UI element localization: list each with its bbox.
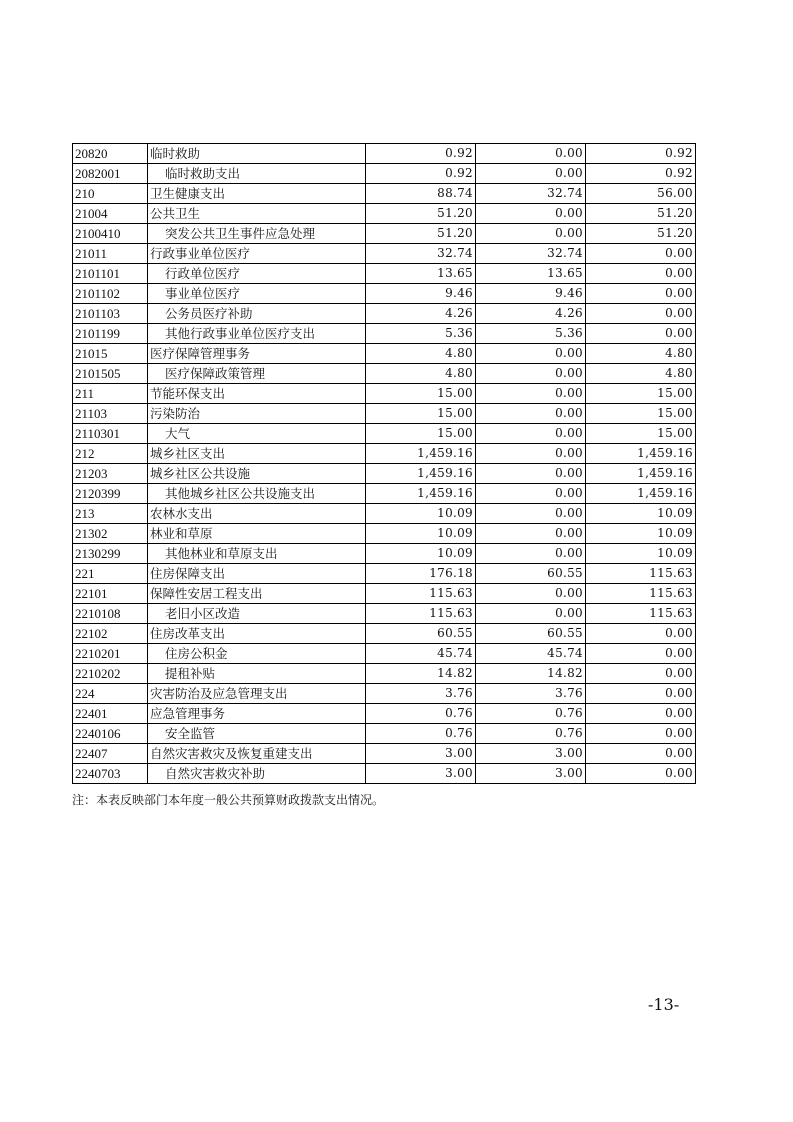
basic-expenditure-cell: 0.00 bbox=[476, 584, 586, 604]
basic-expenditure-cell: 0.00 bbox=[476, 364, 586, 384]
account-code-cell: 2210202 bbox=[73, 664, 148, 684]
project-expenditure-cell: 51.20 bbox=[586, 204, 696, 224]
account-code-cell: 20820 bbox=[73, 144, 148, 164]
account-name-cell: 灾害防治及应急管理支出 bbox=[148, 684, 366, 704]
account-name-cell: 自然灾害救灾及恢复重建支出 bbox=[148, 744, 366, 764]
account-name-cell: 城乡社区公共设施 bbox=[148, 464, 366, 484]
account-name-cell: 住房改革支出 bbox=[148, 624, 366, 644]
account-name-cell: 应急管理事务 bbox=[148, 704, 366, 724]
account-code-cell: 2101505 bbox=[73, 364, 148, 384]
total-amount-cell: 0.76 bbox=[366, 704, 476, 724]
account-name-cell: 住房保障支出 bbox=[148, 564, 366, 584]
account-code-cell: 224 bbox=[73, 684, 148, 704]
total-amount-cell: 5.36 bbox=[366, 324, 476, 344]
table-row bbox=[73, 684, 696, 704]
table-row bbox=[73, 384, 696, 404]
account-code-cell: 2100410 bbox=[73, 224, 148, 244]
table-row bbox=[73, 224, 696, 244]
account-code-cell: 2082001 bbox=[73, 164, 148, 184]
project-expenditure-cell: 0.00 bbox=[586, 744, 696, 764]
account-name-cell: 临时救助 bbox=[148, 144, 366, 164]
total-amount-cell: 1,459.16 bbox=[366, 484, 476, 504]
account-code-cell: 22101 bbox=[73, 584, 148, 604]
basic-expenditure-cell: 60.55 bbox=[476, 564, 586, 584]
basic-expenditure-cell: 32.74 bbox=[476, 244, 586, 264]
basic-expenditure-cell: 45.74 bbox=[476, 644, 586, 664]
basic-expenditure-cell: 0.00 bbox=[476, 224, 586, 244]
total-amount-cell: 60.55 bbox=[366, 624, 476, 644]
project-expenditure-cell: 0.00 bbox=[586, 624, 696, 644]
total-amount-cell: 115.63 bbox=[366, 604, 476, 624]
total-amount-cell: 176.18 bbox=[366, 564, 476, 584]
project-expenditure-cell: 115.63 bbox=[586, 604, 696, 624]
account-name-cell: 行政单位医疗 bbox=[148, 264, 366, 284]
basic-expenditure-cell: 0.00 bbox=[476, 604, 586, 624]
total-amount-cell: 0.92 bbox=[366, 164, 476, 184]
total-amount-cell: 10.09 bbox=[366, 504, 476, 524]
account-name-cell: 老旧小区改造 bbox=[148, 604, 366, 624]
total-amount-cell: 1,459.16 bbox=[366, 444, 476, 464]
account-code-cell: 221 bbox=[73, 564, 148, 584]
project-expenditure-cell: 0.00 bbox=[586, 704, 696, 724]
basic-expenditure-cell: 0.00 bbox=[476, 524, 586, 544]
basic-expenditure-cell: 0.00 bbox=[476, 444, 586, 464]
table-row bbox=[73, 704, 696, 724]
basic-expenditure-cell: 0.00 bbox=[476, 384, 586, 404]
project-expenditure-cell: 0.00 bbox=[586, 684, 696, 704]
project-expenditure-cell: 0.00 bbox=[586, 664, 696, 684]
account-name-cell: 保障性安居工程支出 bbox=[148, 584, 366, 604]
table-row bbox=[73, 644, 696, 664]
basic-expenditure-cell: 3.00 bbox=[476, 744, 586, 764]
account-code-cell: 212 bbox=[73, 444, 148, 464]
account-name-cell: 临时救助支出 bbox=[148, 164, 366, 184]
total-amount-cell: 32.74 bbox=[366, 244, 476, 264]
project-expenditure-cell: 0.00 bbox=[586, 724, 696, 744]
table-row bbox=[73, 524, 696, 544]
project-expenditure-cell: 115.63 bbox=[586, 564, 696, 584]
basic-expenditure-cell: 0.00 bbox=[476, 144, 586, 164]
total-amount-cell: 14.82 bbox=[366, 664, 476, 684]
total-amount-cell: 1,459.16 bbox=[366, 464, 476, 484]
account-name-cell: 医疗保障政策管理 bbox=[148, 364, 366, 384]
account-code-cell: 210 bbox=[73, 184, 148, 204]
basic-expenditure-cell: 5.36 bbox=[476, 324, 586, 344]
project-expenditure-cell: 0.00 bbox=[586, 284, 696, 304]
total-amount-cell: 0.92 bbox=[366, 144, 476, 164]
account-code-cell: 2120399 bbox=[73, 484, 148, 504]
account-code-cell: 22407 bbox=[73, 744, 148, 764]
project-expenditure-cell: 0.92 bbox=[586, 164, 696, 184]
project-expenditure-cell: 15.00 bbox=[586, 424, 696, 444]
project-expenditure-cell: 115.63 bbox=[586, 584, 696, 604]
basic-expenditure-cell: 32.74 bbox=[476, 184, 586, 204]
account-code-cell: 21015 bbox=[73, 344, 148, 364]
basic-expenditure-cell: 3.00 bbox=[476, 764, 586, 784]
table-row bbox=[73, 584, 696, 604]
table-row bbox=[73, 744, 696, 764]
project-expenditure-cell: 15.00 bbox=[586, 384, 696, 404]
account-code-cell: 21011 bbox=[73, 244, 148, 264]
account-code-cell: 21004 bbox=[73, 204, 148, 224]
basic-expenditure-cell: 0.00 bbox=[476, 544, 586, 564]
total-amount-cell: 51.20 bbox=[366, 204, 476, 224]
project-expenditure-cell: 51.20 bbox=[586, 224, 696, 244]
table-row bbox=[73, 624, 696, 644]
total-amount-cell: 15.00 bbox=[366, 384, 476, 404]
project-expenditure-cell: 0.00 bbox=[586, 244, 696, 264]
project-expenditure-cell: 0.00 bbox=[586, 644, 696, 664]
account-name-cell: 行政事业单位医疗 bbox=[148, 244, 366, 264]
total-amount-cell: 9.46 bbox=[366, 284, 476, 304]
account-name-cell: 林业和草原 bbox=[148, 524, 366, 544]
account-code-cell: 211 bbox=[73, 384, 148, 404]
project-expenditure-cell: 0.00 bbox=[586, 304, 696, 324]
project-expenditure-cell: 4.80 bbox=[586, 344, 696, 364]
project-expenditure-cell: 0.00 bbox=[586, 324, 696, 344]
account-code-cell: 2240703 bbox=[73, 764, 148, 784]
basic-expenditure-cell: 0.00 bbox=[476, 164, 586, 184]
table-row bbox=[73, 184, 696, 204]
table-row bbox=[73, 484, 696, 504]
total-amount-cell: 88.74 bbox=[366, 184, 476, 204]
account-code-cell: 2210201 bbox=[73, 644, 148, 664]
table-row bbox=[73, 504, 696, 524]
account-name-cell: 突发公共卫生事件应急处理 bbox=[148, 224, 366, 244]
account-name-cell: 卫生健康支出 bbox=[148, 184, 366, 204]
project-expenditure-cell: 10.09 bbox=[586, 544, 696, 564]
project-expenditure-cell: 0.00 bbox=[586, 264, 696, 284]
account-name-cell: 自然灾害救灾补助 bbox=[148, 764, 366, 784]
total-amount-cell: 45.74 bbox=[366, 644, 476, 664]
basic-expenditure-cell: 9.46 bbox=[476, 284, 586, 304]
account-name-cell: 公共卫生 bbox=[148, 204, 366, 224]
total-amount-cell: 51.20 bbox=[366, 224, 476, 244]
project-expenditure-cell: 10.09 bbox=[586, 504, 696, 524]
account-name-cell: 节能环保支出 bbox=[148, 384, 366, 404]
total-amount-cell: 4.80 bbox=[366, 364, 476, 384]
account-code-cell: 21203 bbox=[73, 464, 148, 484]
account-name-cell: 农林水支出 bbox=[148, 504, 366, 524]
table-row bbox=[73, 764, 696, 784]
basic-expenditure-cell: 0.00 bbox=[476, 464, 586, 484]
project-expenditure-cell: 56.00 bbox=[586, 184, 696, 204]
total-amount-cell: 115.63 bbox=[366, 584, 476, 604]
basic-expenditure-cell: 0.00 bbox=[476, 484, 586, 504]
account-code-cell: 22401 bbox=[73, 704, 148, 724]
account-name-cell: 安全监管 bbox=[148, 724, 366, 744]
total-amount-cell: 0.76 bbox=[366, 724, 476, 744]
account-code-cell: 2210108 bbox=[73, 604, 148, 624]
account-name-cell: 城乡社区支出 bbox=[148, 444, 366, 464]
account-code-cell: 2110301 bbox=[73, 424, 148, 444]
total-amount-cell: 3.76 bbox=[366, 684, 476, 704]
table-row bbox=[73, 604, 696, 624]
account-name-cell: 大气 bbox=[148, 424, 366, 444]
account-code-cell: 21302 bbox=[73, 524, 148, 544]
account-code-cell: 2240106 bbox=[73, 724, 148, 744]
table-row bbox=[73, 404, 696, 424]
basic-expenditure-cell: 0.00 bbox=[476, 504, 586, 524]
project-expenditure-cell: 1,459.16 bbox=[586, 464, 696, 484]
basic-expenditure-cell: 0.00 bbox=[476, 424, 586, 444]
budget-expenditure-table bbox=[72, 143, 696, 784]
basic-expenditure-cell: 13.65 bbox=[476, 264, 586, 284]
table-row bbox=[73, 144, 696, 164]
total-amount-cell: 10.09 bbox=[366, 524, 476, 544]
account-code-cell: 2101199 bbox=[73, 324, 148, 344]
basic-expenditure-cell: 0.00 bbox=[476, 204, 586, 224]
account-code-cell: 2130299 bbox=[73, 544, 148, 564]
table-row bbox=[73, 464, 696, 484]
account-name-cell: 提租补贴 bbox=[148, 664, 366, 684]
account-name-cell: 其他行政事业单位医疗支出 bbox=[148, 324, 366, 344]
account-name-cell: 住房公积金 bbox=[148, 644, 366, 664]
project-expenditure-cell: 1,459.16 bbox=[586, 444, 696, 464]
account-name-cell: 其他林业和草原支出 bbox=[148, 544, 366, 564]
account-name-cell: 公务员医疗补助 bbox=[148, 304, 366, 324]
table-row bbox=[73, 164, 696, 184]
basic-expenditure-cell: 14.82 bbox=[476, 664, 586, 684]
table-row bbox=[73, 564, 696, 584]
account-code-cell: 21103 bbox=[73, 404, 148, 424]
total-amount-cell: 4.26 bbox=[366, 304, 476, 324]
table-row bbox=[73, 664, 696, 684]
table-row bbox=[73, 244, 696, 264]
table-row bbox=[73, 444, 696, 464]
project-expenditure-cell: 0.92 bbox=[586, 144, 696, 164]
table-row bbox=[73, 204, 696, 224]
table-row bbox=[73, 344, 696, 364]
total-amount-cell: 4.80 bbox=[366, 344, 476, 364]
basic-expenditure-cell: 0.00 bbox=[476, 404, 586, 424]
table-row bbox=[73, 304, 696, 324]
table-row bbox=[73, 424, 696, 444]
account-name-cell: 污染防治 bbox=[148, 404, 366, 424]
project-expenditure-cell: 10.09 bbox=[586, 524, 696, 544]
account-code-cell: 22102 bbox=[73, 624, 148, 644]
account-name-cell: 医疗保障管理事务 bbox=[148, 344, 366, 364]
total-amount-cell: 15.00 bbox=[366, 424, 476, 444]
table-body bbox=[73, 144, 696, 784]
table-row bbox=[73, 364, 696, 384]
page-number: -13- bbox=[648, 995, 680, 1014]
account-code-cell: 2101102 bbox=[73, 284, 148, 304]
total-amount-cell: 13.65 bbox=[366, 264, 476, 284]
project-expenditure-cell: 1,459.16 bbox=[586, 484, 696, 504]
project-expenditure-cell: 4.80 bbox=[586, 364, 696, 384]
table-footnote: 注：本表反映部门本年度一般公共预算财政拨款支出情况。 bbox=[72, 793, 385, 807]
basic-expenditure-cell: 0.76 bbox=[476, 704, 586, 724]
total-amount-cell: 15.00 bbox=[366, 404, 476, 424]
basic-expenditure-cell: 60.55 bbox=[476, 624, 586, 644]
account-code-cell: 2101101 bbox=[73, 264, 148, 284]
table-row bbox=[73, 264, 696, 284]
account-code-cell: 213 bbox=[73, 504, 148, 524]
table-row bbox=[73, 284, 696, 304]
table-row bbox=[73, 724, 696, 744]
total-amount-cell: 10.09 bbox=[366, 544, 476, 564]
account-code-cell: 2101103 bbox=[73, 304, 148, 324]
basic-expenditure-cell: 0.76 bbox=[476, 724, 586, 744]
table-row bbox=[73, 544, 696, 564]
table-row bbox=[73, 324, 696, 344]
total-amount-cell: 3.00 bbox=[366, 764, 476, 784]
account-name-cell: 其他城乡社区公共设施支出 bbox=[148, 484, 366, 504]
basic-expenditure-cell: 0.00 bbox=[476, 344, 586, 364]
account-name-cell: 事业单位医疗 bbox=[148, 284, 366, 304]
project-expenditure-cell: 15.00 bbox=[586, 404, 696, 424]
basic-expenditure-cell: 4.26 bbox=[476, 304, 586, 324]
basic-expenditure-cell: 3.76 bbox=[476, 684, 586, 704]
project-expenditure-cell: 0.00 bbox=[586, 764, 696, 784]
total-amount-cell: 3.00 bbox=[366, 744, 476, 764]
